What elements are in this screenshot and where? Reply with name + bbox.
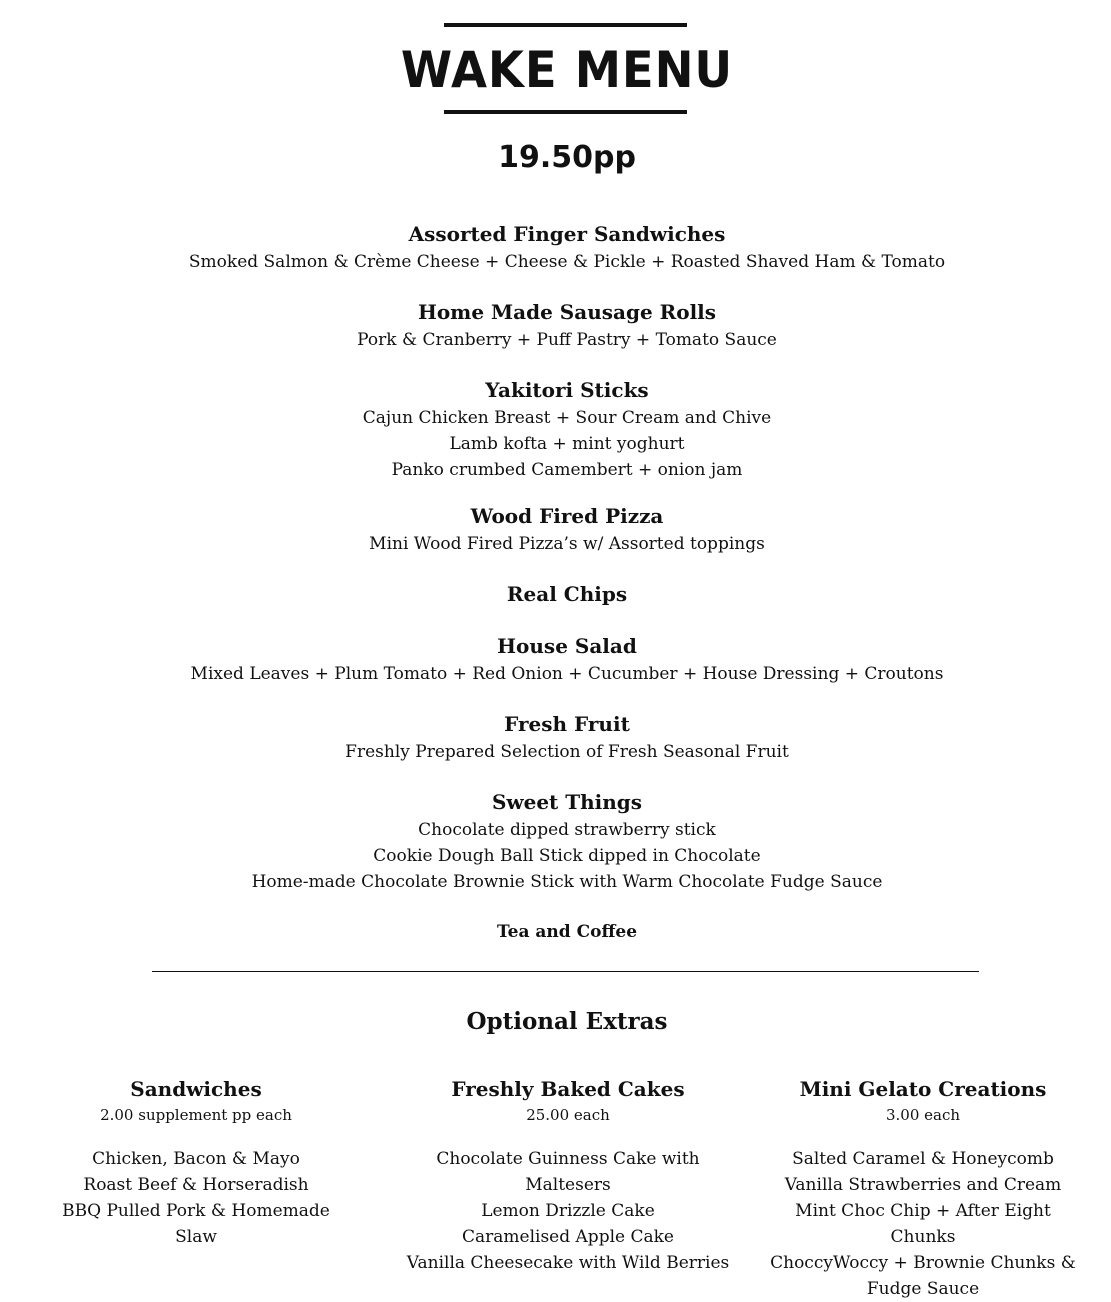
section-divider — [152, 971, 979, 972]
column-item: Chocolate Guinness Cake with Maltesers — [436, 1149, 700, 1195]
section-line: Chocolate dipped strawberry stick — [418, 820, 716, 840]
section-title: Tea and Coffee — [496, 922, 638, 942]
column-title: Mini Gelato Creations — [799, 1077, 1047, 1101]
section-line: Mini Wood Fired Pizza’s w/ Assorted toppings — [369, 534, 765, 554]
section-title: Wood Fired Pizza — [470, 504, 664, 528]
section-line: Panko crumbed Camembert + onion jam — [391, 460, 743, 480]
menu-section-finger-sandwiches — [0, 219, 1111, 275]
extras-column-sandwiches — [40, 1074, 352, 1250]
column-item: Mint Choc Chip + After Eight Chunks — [795, 1201, 1051, 1247]
column-item: Fudge Sauce — [866, 1279, 980, 1299]
menu-section-real-chips — [0, 579, 1111, 609]
menu-section-sausage-rolls — [0, 297, 1111, 353]
section-title: Sweet Things — [491, 790, 643, 814]
section-line: Pork & Cranberry + Puff Pastry + Tomato Sauce — [357, 330, 777, 350]
section-line: Mixed Leaves + Plum Tomato + Red Onion + Cucumber + House Dressing + Croutons — [190, 664, 944, 684]
price-per-person: 19.50pp — [498, 140, 636, 175]
column-item: Caramelised Apple Cake — [462, 1227, 674, 1247]
title-rule-bottom — [444, 110, 687, 114]
section-title: Home Made Sausage Rolls — [417, 300, 717, 324]
menu-section-house-salad — [0, 631, 1111, 687]
menu-section-sweet-things — [0, 787, 1111, 895]
section-line: Cajun Chicken Breast + Sour Cream and Chive — [362, 408, 772, 428]
optional-extras-title: Optional Extras — [466, 1008, 668, 1035]
section-title: Fresh Fruit — [504, 712, 630, 736]
column-item: Roast Beef & Horseradish — [83, 1175, 309, 1195]
menu-section-fresh-fruit — [0, 709, 1111, 765]
column-item: Vanilla Cheesecake with Wild Berries — [406, 1253, 730, 1273]
column-price: 2.00 supplement pp each — [100, 1106, 292, 1124]
menu-section-yakitori-sticks — [0, 375, 1111, 483]
column-price: 25.00 each — [526, 1106, 610, 1124]
column-item: BBQ Pulled Pork & Homemade Slaw — [62, 1201, 330, 1247]
section-line: Cookie Dough Ball Stick dipped in Chocolate — [373, 846, 761, 866]
extras-column-gelato — [763, 1074, 1083, 1302]
section-line: Smoked Salmon & Crème Cheese + Cheese & Pickle + Roasted Shaved Ham & Tomato — [188, 252, 946, 272]
section-title: Assorted Finger Sandwiches — [408, 222, 726, 246]
menu-list — [0, 219, 1111, 969]
section-line: Freshly Prepared Selection of Fresh Seasonal Fruit — [345, 742, 789, 762]
extras-column-cakes — [395, 1074, 741, 1276]
column-item: Salted Caramel & Honeycomb — [792, 1149, 1054, 1169]
page-title: WAKE MENU — [400, 41, 734, 99]
column-item: ChoccyWoccy + Brownie Chunks & — [770, 1253, 1076, 1273]
column-item: Chicken, Bacon & Mayo — [92, 1149, 300, 1169]
section-title: Yakitori Sticks — [485, 378, 649, 402]
column-title: Freshly Baked Cakes — [451, 1077, 685, 1101]
title-rule-top — [444, 23, 687, 27]
section-line: Home-made Chocolate Brownie Stick with Warm Chocolate Fudge Sauce — [251, 872, 883, 892]
column-item: Lemon Drizzle Cake — [481, 1201, 655, 1221]
column-price: 3.00 each — [885, 1106, 961, 1124]
section-line: Lamb kofta + mint yoghurt — [449, 434, 685, 454]
menu-section-wood-fired-pizza — [0, 501, 1111, 557]
column-item: Vanilla Strawberries and Cream — [784, 1175, 1062, 1195]
section-title: House Salad — [497, 634, 637, 658]
menu-section-tea-coffee — [0, 917, 1111, 947]
column-title: Sandwiches — [130, 1077, 262, 1101]
section-title: Real Chips — [506, 582, 628, 606]
